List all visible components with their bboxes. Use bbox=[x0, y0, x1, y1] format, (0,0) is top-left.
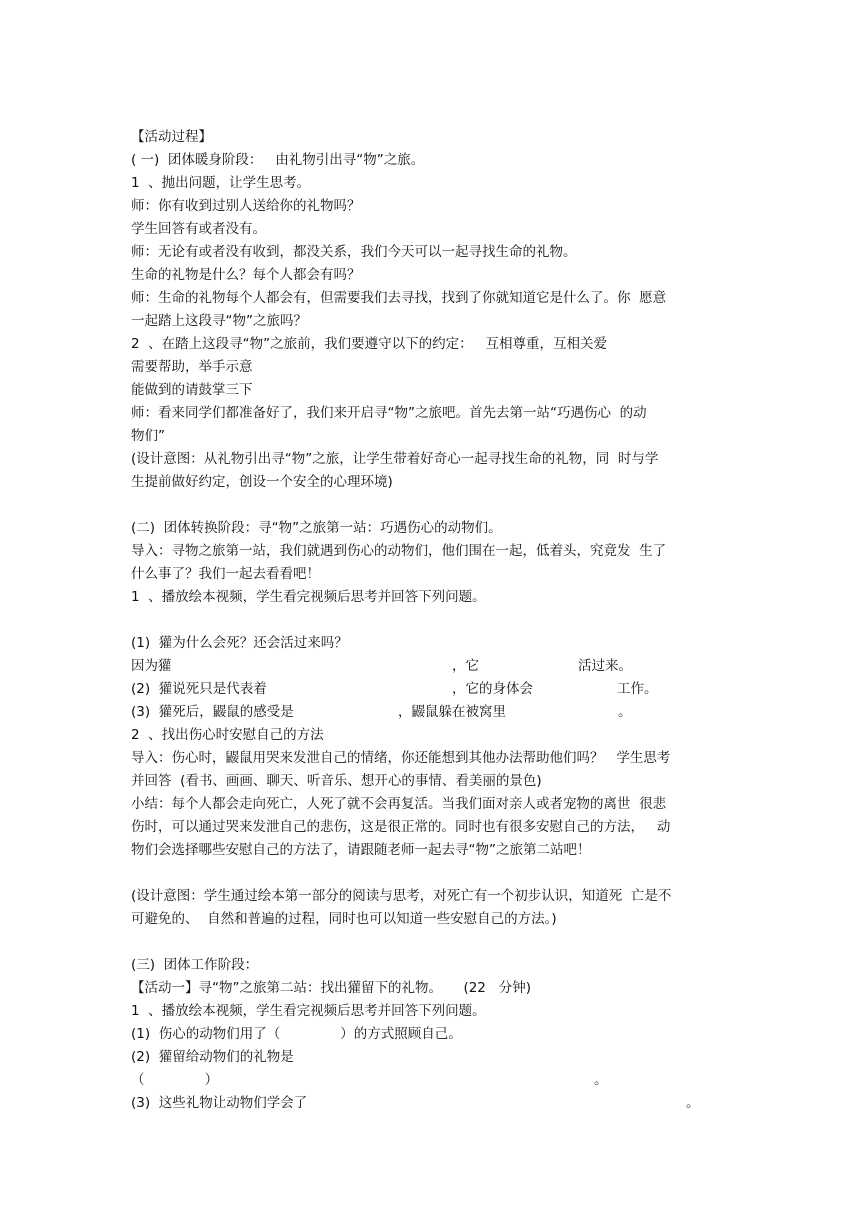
text-line: 1 、播放绘本视频，学生看完视频后思考并回答下列问题。 bbox=[131, 589, 486, 605]
text-line: 需要帮助，举手示意 bbox=[131, 359, 253, 375]
text-line: 能做到的请鼓掌三下 bbox=[131, 382, 253, 398]
text-line: 师：无论有或者没有收到，都没关系，我们今天可以一起寻找生命的礼物。 bbox=[131, 244, 577, 260]
text-line: 物们” bbox=[131, 428, 165, 444]
section-heading: 【活动过程】 bbox=[131, 129, 212, 145]
fill-blank-text: ，鼹鼠躲在被窝里 bbox=[398, 704, 506, 720]
text-line: 生命的礼物是什么？每个人都会有吗？ bbox=[131, 267, 361, 283]
text-line: 2 、在踏上这段寻“物”之旅前，我们要遵守以下的约定： 互相尊重，互相关爱 bbox=[131, 336, 608, 352]
question-line: （ ） bbox=[131, 1072, 219, 1088]
fill-blank-text: 工作。 bbox=[617, 681, 658, 697]
design-intent: 可避免的、 自然和普遍的过程，同时也可以知道一些安慰自己的方法。) bbox=[131, 911, 557, 927]
text-line: 师：看来同学们都准备好了，我们来开启寻“物”之旅吧。首先去第一站“巧遇伤心 的动 bbox=[131, 405, 647, 421]
text-line: 并回答 (看书、画画、聊天、听音乐、想开心的事情、看美丽的景色) bbox=[131, 773, 542, 789]
fill-blank-text: 。 bbox=[594, 1072, 608, 1088]
stage-two-heading: (二) 团体转换阶段：寻“物”之旅第一站：巧遇伤心的动物们。 bbox=[131, 520, 502, 536]
summary-line: 物们会选择哪些安慰自己的方法了，请跟随老师一起去寻“物”之旅第二站吧！ bbox=[131, 842, 591, 858]
text-line: 1 、播放绘本视频，学生看完视频后思考并回答下列问题。 bbox=[131, 1003, 486, 1019]
text-line: 2 、找出伤心时安慰自己的方法 bbox=[131, 727, 324, 743]
question-line: (1) 伤心的动物们用了（ ）的方式照顾自己。 bbox=[131, 1026, 462, 1042]
question-line: (1) 獾为什么会死？还会活过来吗？ bbox=[131, 635, 348, 651]
question-line: (2) 獾说死只是代表着 bbox=[131, 681, 267, 697]
text-line: 1 、抛出问题，让学生思考。 bbox=[131, 175, 311, 191]
text-line: 一起踏上这段寻“物”之旅吗？ bbox=[131, 313, 307, 329]
design-intent: 生提前做好约定，创设一个安全的心理环境) bbox=[131, 474, 393, 490]
fill-blank-text: ，它的身体会 bbox=[452, 681, 533, 697]
text-line: 什么事了？我们一起去看看吧！ bbox=[131, 566, 320, 582]
fill-blank-text: 。 bbox=[618, 704, 632, 720]
question-line: 因为獾 bbox=[131, 658, 172, 674]
text-line: 学生回答有或者没有。 bbox=[131, 221, 266, 237]
fill-blank-text: ，它 bbox=[452, 658, 479, 674]
question-line: (2) 獾留给动物们的礼物是 bbox=[131, 1049, 294, 1065]
question-line: (3) 獾死后，鼹鼠的感受是 bbox=[131, 704, 294, 720]
question-line: (3) 这些礼物让动物们学会了 bbox=[131, 1095, 308, 1111]
summary-line: 小结：每个人都会走向死亡，人死了就不会再复活。当我们面对亲人或者宠物的离世 很悲 bbox=[131, 796, 667, 812]
design-intent: (设计意图：从礼物引出寻“物”之旅，让学生带着好奇心一起寻找生命的礼物，同 时与学 bbox=[131, 451, 659, 467]
fill-blank-text: 。 bbox=[686, 1095, 700, 1111]
text-line: 师：生命的礼物每个人都会有，但需要我们去寻找，找到了你就知道它是什么了。你 愿意 bbox=[131, 290, 667, 306]
text-line: 导入：伤心时，鼹鼠用哭来发泄自己的情绪，你还能想到其他办法帮助他们吗？ 学生思考 bbox=[131, 750, 671, 766]
activity-heading: 【活动一】寻“物”之旅第二站：找出獾留下的礼物。 (22 分钟) bbox=[131, 980, 532, 996]
summary-line: 伤时，可以通过哭来发泄自己的悲伤，这是很正常的。同时也有很多安慰自己的方法， 动 bbox=[131, 819, 671, 835]
text-line: 师：你有收到过别人送给你的礼物吗？ bbox=[131, 198, 361, 214]
stage-one-heading: ( 一) 团体暖身阶段： 由礼物引出寻“物”之旅。 bbox=[131, 152, 425, 168]
fill-blank-text: 活过来。 bbox=[578, 658, 632, 674]
design-intent: (设计意图：学生通过绘本第一部分的阅读与思考，对死亡有一个初步认识，知道死 亡是不 bbox=[131, 888, 672, 904]
text-line: 导入：寻物之旅第一站，我们就遇到伤心的动物们，他们围在一起，低着头，究竟发 生了 bbox=[131, 543, 667, 559]
stage-three-heading: (三) 团体工作阶段： bbox=[131, 957, 259, 973]
